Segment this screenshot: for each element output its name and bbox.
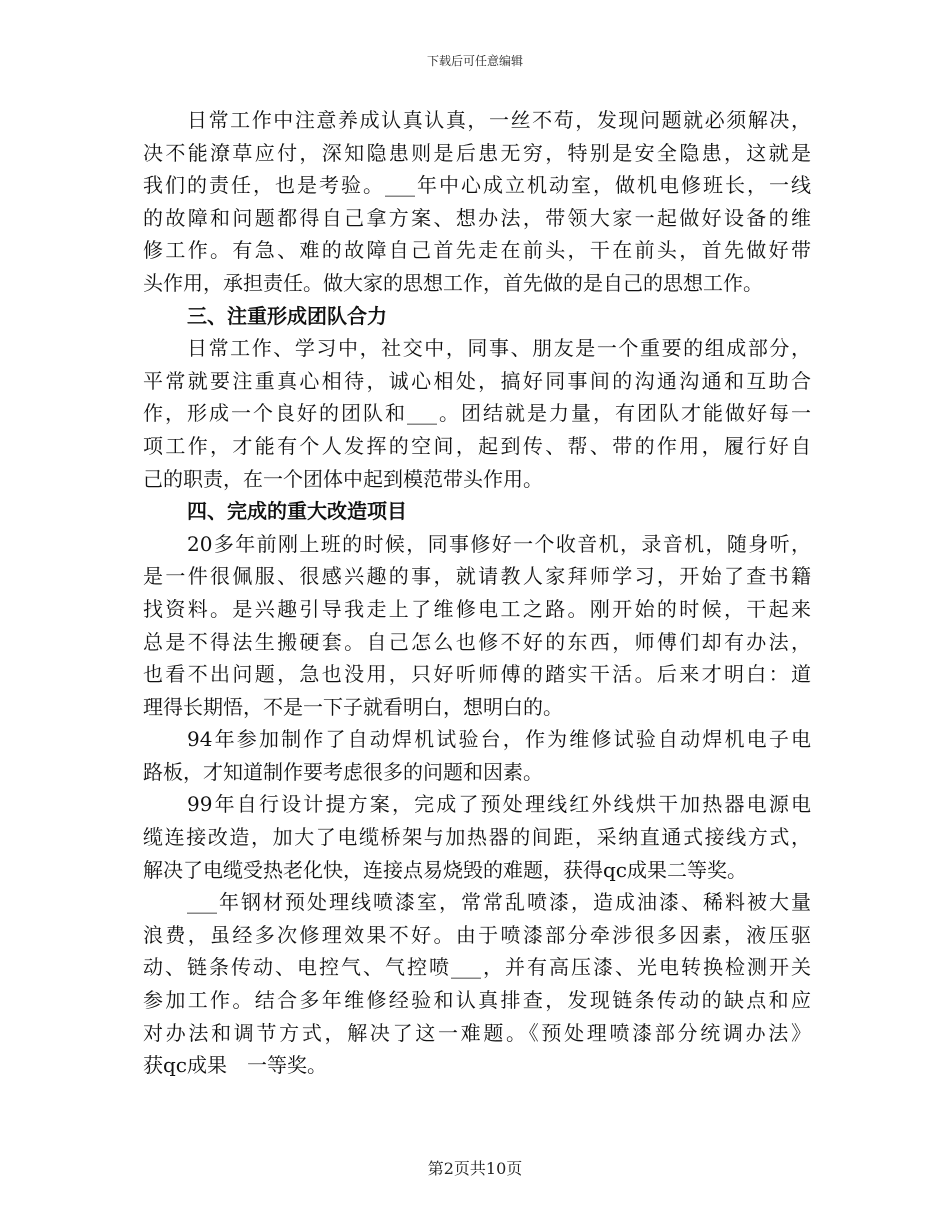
paragraph-line: 浪费，虽经多次修理效果不好。由于喷漆部分牵涉很多因素，液压驱 bbox=[143, 922, 811, 947]
paragraph-line: 理得长期悟，不是一下子就看明白，想明白的。 bbox=[143, 694, 563, 719]
paragraph-line: 己的职责，在一个团体中起到模范带头作用。 bbox=[143, 466, 543, 491]
paragraph-line: 也看不出问题，急也没用，只好听师傅的踏实干活。后来才明白：道 bbox=[143, 662, 811, 687]
paragraph-line: 作，形成一个良好的团队和___。团结就是力量，有团队才能做好每一 bbox=[143, 401, 811, 426]
paragraph-line: 平常就要注重真心相待，诚心相处，搞好同事间的沟通沟通和互助合 bbox=[143, 368, 811, 393]
paragraph-line: ___年钢材预处理线喷漆室，常常乱喷漆，造成油漆、稀料被大量 bbox=[187, 890, 811, 915]
paragraph bbox=[143, 723, 811, 788]
paragraph-line: 对办法和调节方式，解决了这一难题。《预处理喷漆部分统调办法》 bbox=[143, 1020, 811, 1045]
paragraph-line: 动、链条传动、电控气、气控喷___，并有高压漆、光电转换检测开关 bbox=[143, 955, 811, 980]
paragraph bbox=[143, 104, 811, 300]
paragraph-line: 缆连接改造，加大了电缆桥架与加热器的间距，采纳直通式接线方式， bbox=[143, 825, 811, 850]
paragraph-line: 项工作，才能有个人发挥的空间，起到传、帮、带的作用，履行好自 bbox=[143, 433, 811, 458]
document-body bbox=[143, 104, 811, 1082]
paragraph-line: 获qc成果 一等奖。 bbox=[143, 1053, 328, 1078]
paragraph-line: 参加工作。结合多年维修经验和认真排查，发现链条传动的缺点和应 bbox=[143, 988, 811, 1013]
paragraph bbox=[143, 886, 811, 1082]
paragraph bbox=[143, 528, 811, 724]
paragraph-line: 头作用，承担责任。做大家的思想工作，首先做的是自己的思想工作。 bbox=[143, 270, 763, 295]
paragraph-line: 解决了电缆受热老化快，连接点易烧毁的难题，获得qc成果二等奖。 bbox=[143, 857, 748, 882]
paragraph-line: 总是不得法生搬硬套。自己怎么也修不好的东西，师傅们却有办法， bbox=[143, 629, 811, 654]
paragraph bbox=[143, 332, 811, 495]
paragraph-line: 找资料。是兴趣引导我走上了维修电工之路。刚开始的时候，干起来 bbox=[143, 596, 811, 621]
section-heading: 四、完成的重大改造项目 bbox=[187, 499, 407, 524]
paragraph-line: 日常工作中注意养成认真认真，一丝不苟，发现问题就必须解决， bbox=[187, 108, 811, 132]
paragraph-line: 修工作。有急、难的故障自己首先走在前头，干在前头，首先做好带 bbox=[143, 238, 811, 263]
paragraph-line: 路板，才知道制作要考虑很多的问题和因素。 bbox=[143, 759, 543, 784]
paragraph-line: 94年参加制作了自动焊机试验台，作为维修试验自动焊机电子电 bbox=[187, 727, 811, 752]
page-footer: 第2页共10页 bbox=[427, 1159, 523, 1178]
paragraph-line: 决不能潦草应付，深知隐患则是后患无穷，特别是安全隐患，这就是 bbox=[143, 140, 811, 165]
paragraph-line: 日常工作、学习中，社交中，同事、朋友是一个重要的组成部分， bbox=[187, 336, 811, 361]
paragraph-line: 20多年前刚上班的时候，同事修好一个收音机，录音机，随身听， bbox=[187, 531, 811, 556]
paragraph-line: 我们的责任，也是考验。___年中心成立机动室，做机电修班长，一线 bbox=[143, 173, 811, 198]
paragraph bbox=[143, 788, 811, 886]
paragraph-line: 是一件很佩服、很感兴趣的事，就请教人家拜师学习，开始了查书籍 bbox=[143, 564, 811, 589]
page-header: 下载后可任意编辑 bbox=[426, 54, 523, 68]
paragraph-line: 的故障和问题都得自己拿方案、想办法，带领大家一起做好设备的维 bbox=[143, 205, 811, 230]
section-heading: 三、注重形成团队合力 bbox=[187, 303, 387, 328]
paragraph-line: 99年自行设计提方案，完成了预处理线红外线烘干加热器电源电 bbox=[187, 792, 811, 817]
